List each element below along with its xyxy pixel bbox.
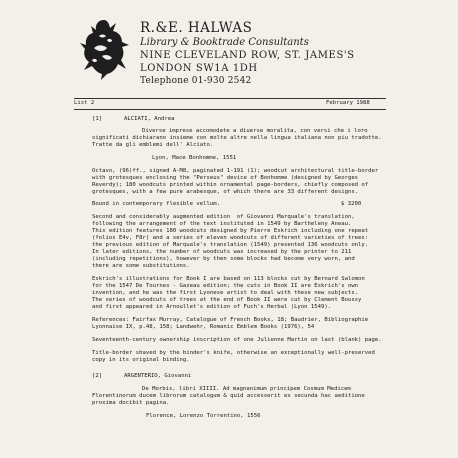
paragraph-line: The series of woodcuts of trees at the end of Book II were cut by Clement Boussy	[92, 297, 362, 303]
paragraph-line: In later editions, the number of woodcuts was increased by the printer to 211	[92, 249, 352, 255]
paragraph-line: for the 1547 De Tournes - Gazeau edition; the cuts in Book II are Eskrich's own	[92, 283, 359, 289]
list-number: List 2	[74, 100, 95, 106]
entry-number: [2]	[92, 373, 103, 379]
binding-note: Bound in contemporary flexible vellum.	[92, 201, 220, 207]
collation-line: grotesques, with a few pure arabesque, of which there are 33 different designs.	[92, 189, 359, 195]
paragraph-line: and first appeared in Arnoullet's edition of Fuch's Herbal (Lyon 1549).	[92, 304, 332, 310]
entry-title-line: proxima docibit pagina.	[92, 400, 170, 406]
entry-imprint: Lyon, Mace Bonhomme, 1551	[152, 155, 237, 161]
paragraph-line: (including repetitions), however by then some blocks had become very worn, and	[92, 256, 355, 262]
paragraph-line: Second and considerably augmented edition of Giovanni Marquale's translation,	[92, 214, 355, 220]
paragraph-line: (folios E4v, F8r) and a series of eleven woodcuts of different varieties of trees:	[92, 235, 369, 241]
collation-line: Reverdy); 180 woodcuts printed within ornamental page-borders, chiefly composed of	[92, 182, 369, 188]
address-line-2: LONDON SW1A 1DH	[140, 63, 258, 74]
price: $ 3200	[341, 201, 362, 207]
collation-line: with grotesques enclosing the "Perseus" device of Bonhomme (designed by Georges	[92, 175, 359, 181]
entry-author: ALCIATI, Andrea	[124, 116, 175, 122]
header-rule-bottom	[74, 109, 386, 110]
devil-logo-icon	[74, 14, 134, 82]
paragraph-line: following the arrangement of the text instituted in 1549 by Bartheleny Aneau.	[92, 221, 352, 227]
paragraph-line: Eskrich's illustrations for Book I are based on 113 blocks cut by Bernard Salomon	[92, 276, 365, 282]
entry-author: ARGENTERIO, Giovanni	[124, 373, 192, 379]
references-line: References: Fairfax Murray, Catalogue of French Books, 18; Baudrier, Bibliographie	[92, 317, 369, 323]
entry-title-line: Tratte da gli emblemi dell' Alciato.	[92, 142, 214, 148]
paragraph-line: the previous edition of Marquale's translation (1549) presented 136 woodcuts only.	[92, 242, 369, 248]
address-line-1: NINE CLEVELAND ROW, ST. JAMES'S	[140, 50, 355, 61]
entry-title-line: Florentinorum ducem librorum catalogum & quid accesserit ex secunda hac aeditione	[92, 393, 365, 399]
paragraph-line: there are some substitutions.	[92, 263, 190, 269]
firm-name: R.&E. HALWAS	[140, 20, 253, 36]
references-line: Lyonnaise IX, p.48, 158; Landwehr, Romanic Emblem Books (1976), 54	[92, 324, 315, 330]
ownership-note: Seventeenth-century ownership inscription of one Julienne Martin on last (blank) page.	[92, 337, 382, 343]
entry-imprint: Florence, Lorenzo Torrentino, 1556	[146, 413, 261, 419]
list-date: February 1988	[326, 100, 370, 106]
condition-line: copy in its original binding.	[92, 357, 190, 363]
header-rule-top	[74, 98, 386, 99]
entry-title-line: significati dichiarano insieme con molte altre nella lingua italiana non piu tradotte.	[92, 135, 382, 141]
collation-line: Octavo, (96)ff., signed A-M8, paginated 1-191 (1); woodcut architectural title-border	[92, 168, 379, 174]
entry-title-line: De Morbis, libri XIIII. Ad magnanimum principem Cosmum Medicem	[142, 386, 351, 392]
condition-line: Title-border shaved by the binder's knife, otherwise an exceptionally well-preserved	[92, 350, 375, 356]
letterhead	[140, 20, 440, 87]
entry-number: [1]	[92, 116, 103, 122]
paragraph-line: invention, and he was the first Lyonese artist to deal with these new subjects.	[92, 290, 359, 296]
firm-subtitle: Library & Booktrade Consultants	[140, 37, 309, 48]
entry-title-line: Diverse imprese accomodate a diuerse moralita, con versi che i loro	[142, 128, 368, 134]
telephone: Telephone 01-930 2542	[140, 76, 252, 86]
paragraph-line: This edition features 180 woodcuts designed by Pierre Eskrich including one repeat	[92, 228, 369, 234]
